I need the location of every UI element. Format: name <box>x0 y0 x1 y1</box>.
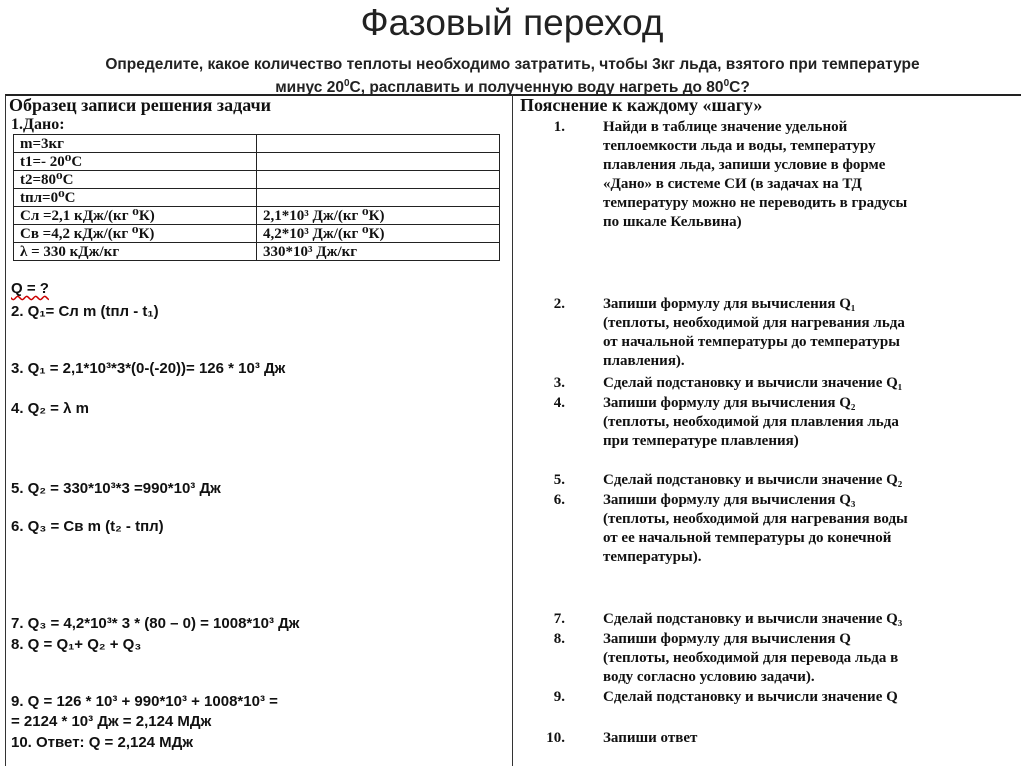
explanation-line: от ее начальной температуры до конечной <box>603 530 892 546</box>
explanation-line: Сделай подстановку и вычисли значение Q₃ <box>603 611 903 627</box>
explanation-item <box>525 295 1015 371</box>
explanation-header: Пояснение к каждому «шагу» <box>520 95 763 115</box>
given-label: 1.Дано: <box>11 116 65 133</box>
given-row <box>14 207 500 225</box>
explanation-line: температуру можно не переводить в градусы <box>603 195 908 211</box>
given-si-value <box>257 153 500 171</box>
explanation-line: (теплоты, необходимой для нагревания воды <box>603 511 908 527</box>
solution-answer: 10. Ответ: Q = 2,124 МДж <box>11 734 193 751</box>
explanation-line: Запиши формулу для вычисления Q₂ <box>603 395 856 411</box>
explanation-number: 9. <box>553 689 565 705</box>
column-divider <box>512 94 513 766</box>
given-value: t2=80⁰С <box>14 171 257 189</box>
explanation-line: Запиши формулу для вычисления Q <box>603 631 851 647</box>
explanation-line: (теплоты, необходимой для плавления льда <box>603 414 899 430</box>
explanation-number: 6. <box>553 492 565 508</box>
given-si-value: 4,2*10³ Дж/(кг ⁰К) <box>257 225 500 243</box>
explanation-number: 10. <box>546 730 565 746</box>
explanation-line: Сделай подстановку и вычисли значение Q <box>603 689 898 705</box>
explanation-line: Запиши формулу для вычисления Q₁ <box>603 296 856 312</box>
explanation-line: «Дано» в системе СИ (в задачах на ТД <box>603 176 862 192</box>
degree-sup: 0 <box>343 78 350 89</box>
given-row <box>14 171 500 189</box>
solution-step-9a: 9. Q = 126 * 10³ + 990*10³ + 1008*10³ = <box>11 693 278 710</box>
explanation-item <box>525 491 1015 567</box>
explanation-line: (теплоты, необходимой для перевода льда в <box>603 650 899 666</box>
explanation-line: температуры). <box>603 549 702 565</box>
explanation-line: плавления льда, запиши условие в форме <box>603 157 886 173</box>
explanation-item <box>525 610 1015 629</box>
unknown-q-text: Q = ? <box>11 280 49 297</box>
explanation-line: Сделай подстановку и вычисли значение Q₁ <box>603 375 903 391</box>
given-value: tпл=0⁰С <box>14 189 257 207</box>
given-si-value: 330*10³ Дж/кг <box>257 243 500 261</box>
explanation-line: по шкале Кельвина) <box>603 214 742 230</box>
explanation-item <box>525 688 1015 707</box>
solution-step-8: 8. Q = Q₁+ Q₂ + Q₃ <box>11 636 142 653</box>
explanation-line: при температуре плавления) <box>603 433 799 449</box>
explanation-item <box>525 374 1015 393</box>
explanation-line: Запиши ответ <box>603 730 698 746</box>
problem-line-1: Определите, какое количество теплоты необходимо затратить, чтобы 3кг льда, взятого при температуре <box>105 56 920 73</box>
solution-step-5: 5. Q₂ = 330*10³*3 =990*10³ Дж <box>11 480 221 497</box>
explanation-line: от начальной температуры до температуры <box>603 334 900 350</box>
given-si-value: 2,1*10³ Дж/(кг ⁰К) <box>257 207 500 225</box>
solution-step-6: 6. Q₃ = Св m (t₂ - tпл) <box>11 518 164 535</box>
given-value: t1=- 20⁰С <box>14 153 257 171</box>
given-table <box>13 134 500 261</box>
explanation-line: (теплоты, необходимой для нагревания льда <box>603 315 905 331</box>
explanation-line: Сделай подстановку и вычисли значение Q₂ <box>603 472 903 488</box>
explanation-item <box>525 729 1015 748</box>
explanation-number: 1. <box>553 119 565 135</box>
given-row <box>14 225 500 243</box>
explanation-number: 3. <box>553 375 565 391</box>
explanation-item <box>525 118 1015 232</box>
solution-step-7: 7. Q₃ = 4,2*10³* 3 * (80 – 0) = 1008*10³ Дж <box>11 615 300 632</box>
solution-step-2: 2. Q₁= Сл m (tпл - t₁) <box>11 303 159 320</box>
given-value: Сл =2,1 кДж/(кг ⁰К) <box>14 207 257 225</box>
given-si-value <box>257 171 500 189</box>
explanation-number: 4. <box>553 395 565 411</box>
problem-text-a: минус 20 <box>275 79 344 97</box>
given-row <box>14 243 500 261</box>
explanation-number: 2. <box>553 296 565 312</box>
solution-step-4: 4. Q₂ = λ m <box>11 400 89 417</box>
explanation-item <box>525 394 1015 451</box>
explanation-number: 8. <box>553 631 565 647</box>
unknown-q <box>11 280 49 297</box>
degree-sup: 0 <box>723 78 730 89</box>
given-value: m=3кг <box>14 135 257 153</box>
given-value: λ = 330 кДж/кг <box>14 243 257 261</box>
solution-step-9b: = 2124 * 10³ Дж = 2,124 МДж <box>11 713 212 730</box>
explanation-number: 5. <box>553 472 565 488</box>
explanation-line: теплоемкости льда и воды, температуру <box>603 138 876 154</box>
given-value: Св =4,2 кДж/(кг ⁰К) <box>14 225 257 243</box>
problem-text-b: С, расплавить и полученную воду нагреть до 80 <box>349 79 724 97</box>
given-si-value <box>257 135 500 153</box>
explanation-line: плавления). <box>603 353 685 369</box>
explanation-line: Найди в таблице значение удельной <box>603 119 848 135</box>
problem-text-c: С? <box>729 79 750 97</box>
given-row <box>14 189 500 207</box>
given-si-value <box>257 189 500 207</box>
explanation-line: воду согласно условию задачи). <box>603 669 815 685</box>
problem-statement <box>20 55 1005 97</box>
explanation-item <box>525 630 1015 687</box>
slide-title: Фазовый переход <box>360 2 664 43</box>
solution-header: Образец записи решения задачи <box>9 95 272 115</box>
explanation-number: 7. <box>553 611 565 627</box>
solution-step-3: 3. Q₁ = 2,1*10³*3*(0-(-20))= 126 * 10³ Дж <box>11 360 286 377</box>
given-row <box>14 153 500 171</box>
explanation-item <box>525 471 1015 490</box>
given-row <box>14 135 500 153</box>
explanation-line: Запиши формулу для вычисления Q₃ <box>603 492 856 508</box>
